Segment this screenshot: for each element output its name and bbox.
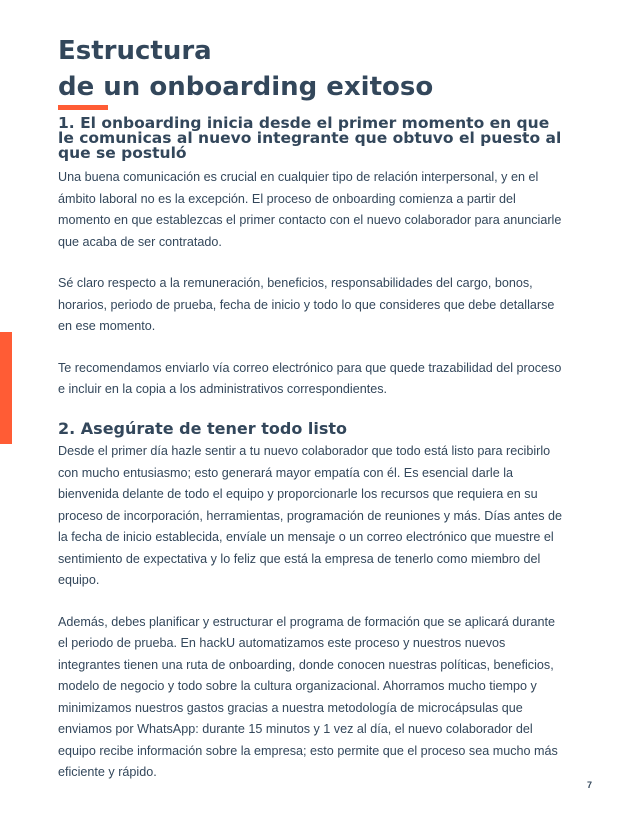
section-paragraph: Una buena comunicación es crucial en cualquier tipo de relación interpersonal, y en el ámbito laboral no es la excepción. El proceso de onboarding comienza a partir del momento en que establezcas el primer contacto con el nuevo colaborador para anunciarle que acaba de ser contratado.	[58, 170, 562, 249]
section-paragraph: Desde el primer día hazle sentir a tu nuevo colaborador que todo está listo para recibirlo con mucho entusiasmo; esto generará mayor empatía con él. Es esencial darle la bienvenida delante de todo el equipo y proporcionarle los recursos que requiera en su proceso de incorporación, herramientas, programación de reuniones y más. Días antes de la fecha de inicio establecida, envíale un mensaje o un correo electrónico que muestre el sentimiento de expectativa y lo feliz que está la empresa de tenerlo como miembro del equipo.	[58, 444, 563, 587]
section-first-contact	[58, 116, 568, 401]
section-be-ready	[58, 419, 568, 784]
side-accent-bar	[0, 332, 12, 444]
section-heading: 2. Asegúrate de tener todo listo	[58, 419, 348, 438]
page-title-line-2: de un onboarding exitoso	[58, 72, 434, 102]
section-heading: 1. El onboarding inicia desde el primer momento en que le comunicas al nuevo integrante que obtuvo el puesto al que se postuló	[58, 114, 562, 162]
section-paragraph: Además, debes planificar y estructurar el programa de formación que se aplicará durante el periodo de prueba. En hackU automatizamos este proceso y nuestros nuevos integrantes tienen una ruta de onboarding, donde conocen nuestras políticas, beneficios, modelo de negocio y todo sobre la cultura organizacional. Ahorramos mucho tiempo y minimizamos nuestros gastos gracias a nuestra metodología de microcápsulas que enviamos por WhatsApp: durante 15 minutos y 1 vez al día, el nuevo colaborador del equipo recibe información sobre la empresa; esto permite que el proceso sea mucho más eficiente y rápido.	[58, 614, 558, 779]
page-title	[58, 33, 433, 105]
page-title-line-1: Estructura	[58, 36, 212, 66]
section-paragraph: Sé claro respecto a la remuneración, beneficios, responsabilidades del cargo, bonos, horarios, periodo de prueba, fecha de inicio y todo lo que consideres que debe detallarse en ese momento.	[58, 276, 555, 333]
title-underline	[58, 105, 108, 110]
section-paragraph: Te recomendamos enviarlo vía correo electrónico para que quede trazabilidad del proceso e incluir en la copia a los administrativos correspondientes.	[58, 360, 562, 396]
page-number: 7	[586, 780, 592, 790]
